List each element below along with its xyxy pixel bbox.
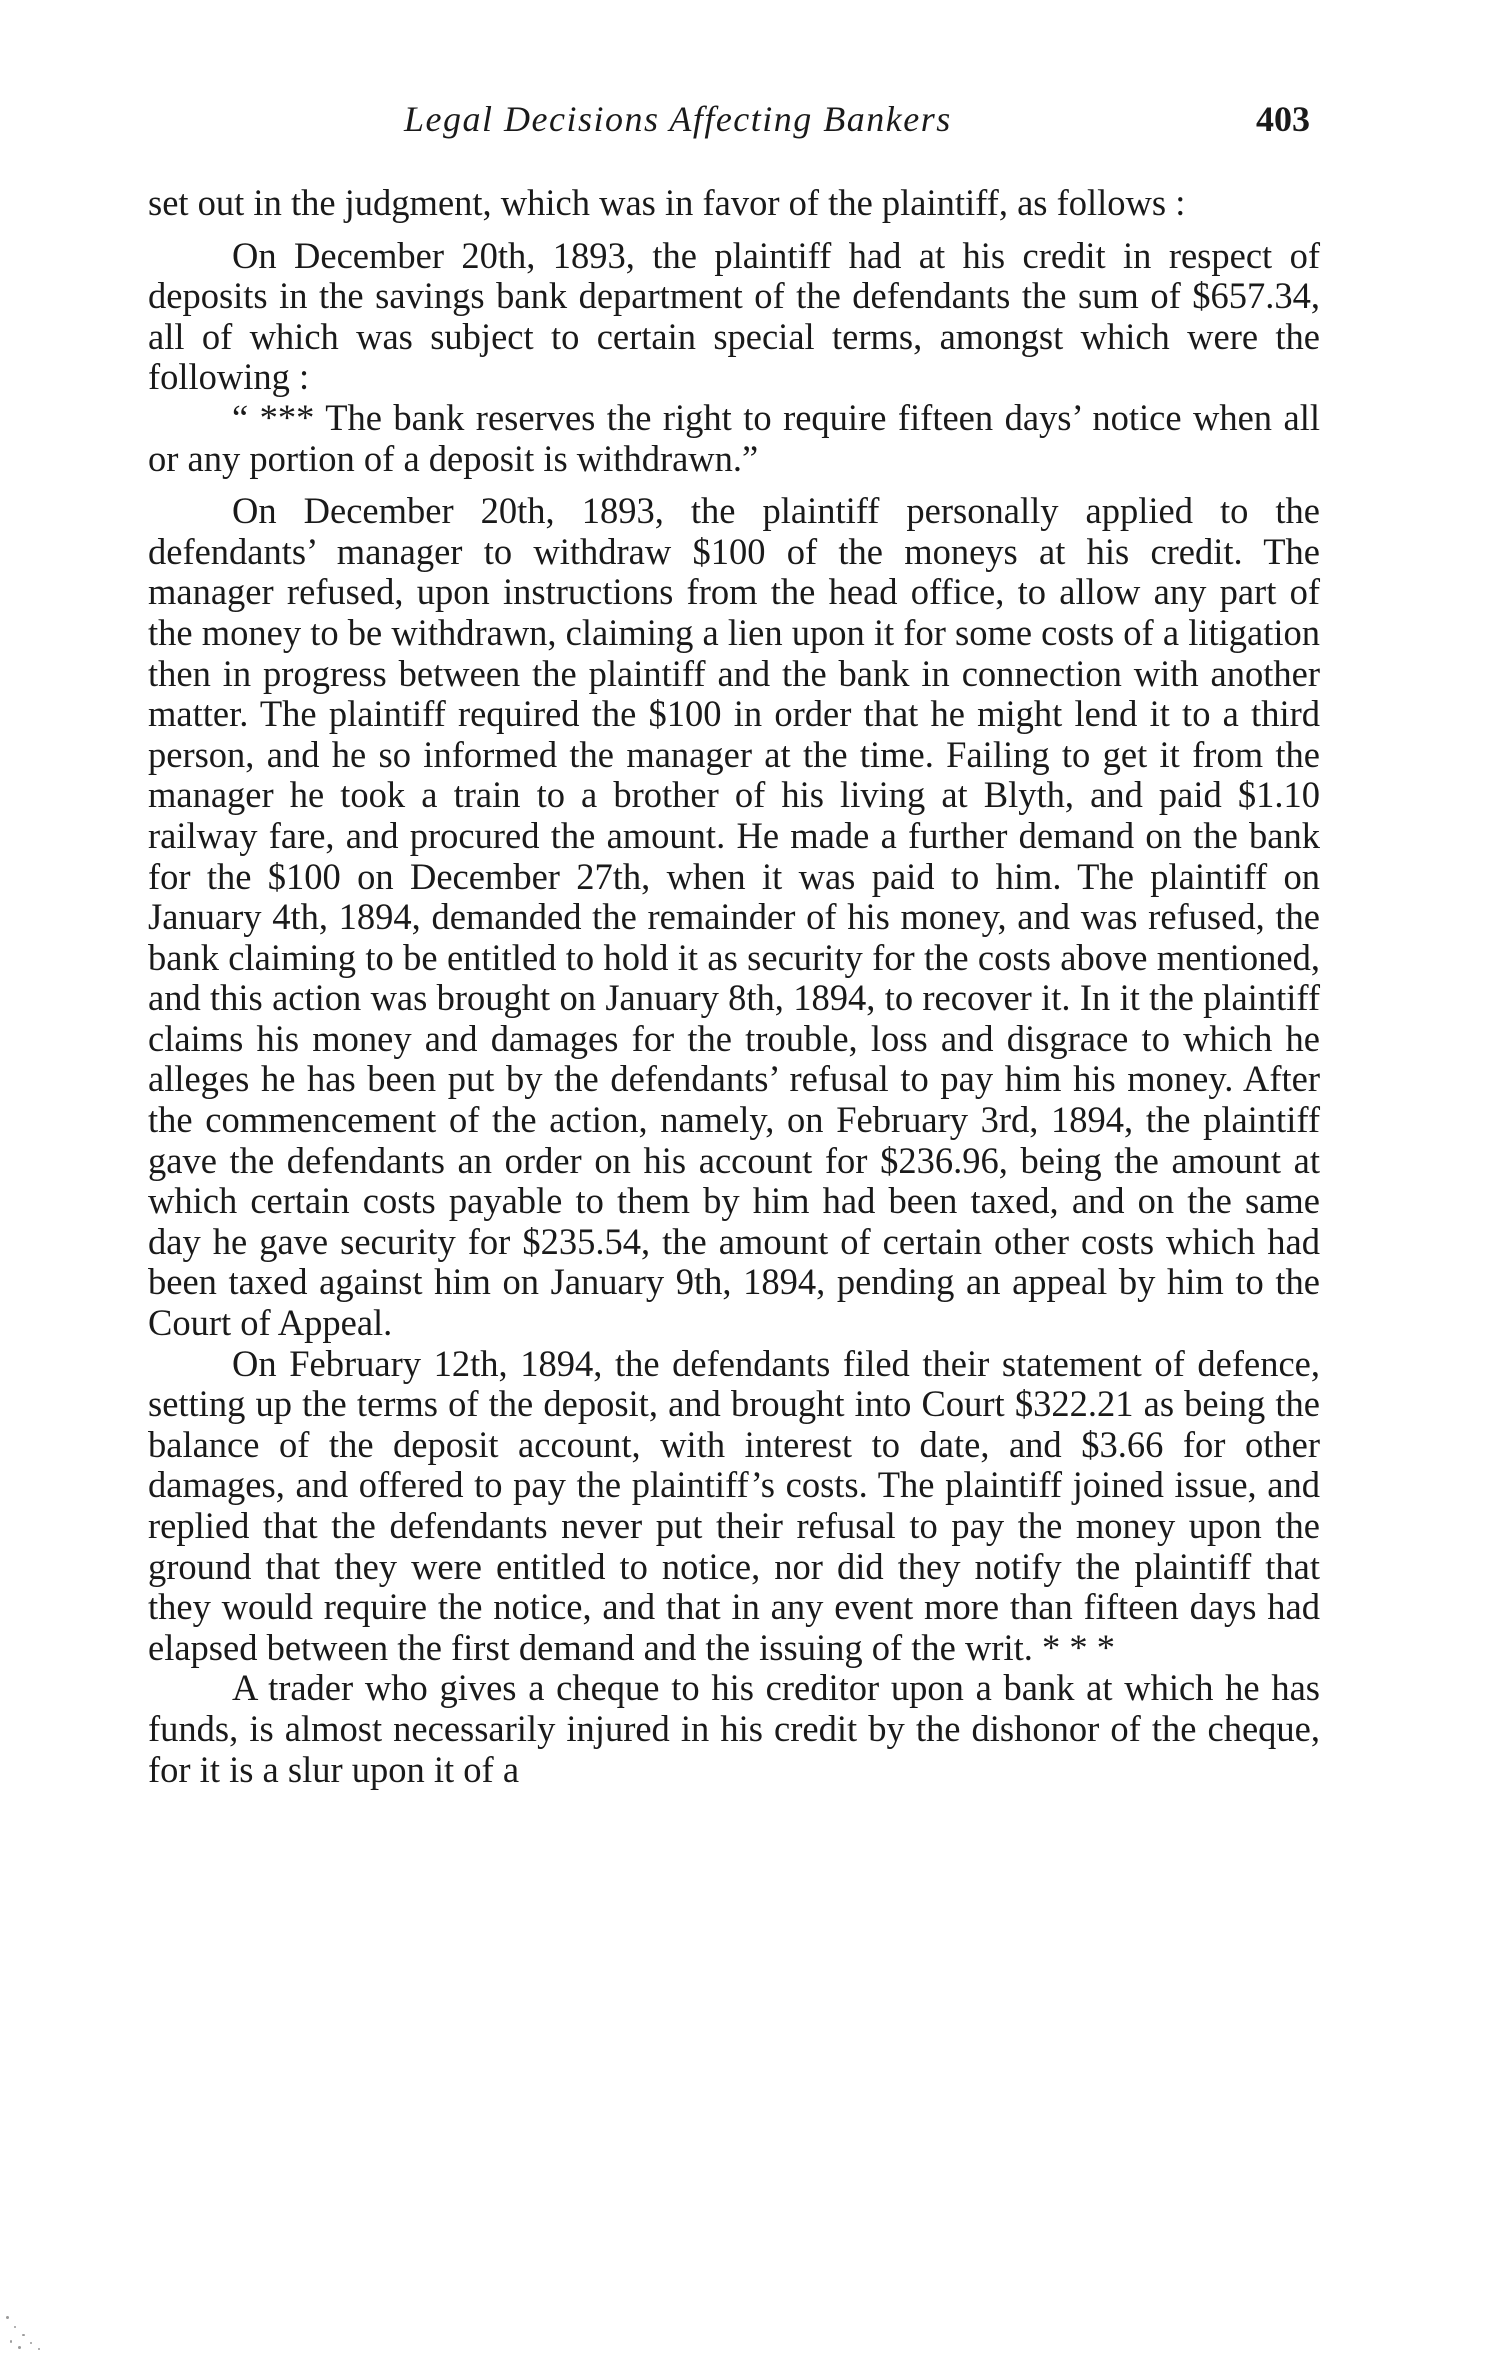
scan-specks: [0, 2296, 60, 2356]
paragraph-withdrawal-events: On December 20th, 1893, the plaintiff personally applied to the defendants’ manager to withdraw $100 of the moneys at his credit. The manager refused, upon instructions from the head office, to allow any part of the money to be withdrawn, claiming a lien upon it for some costs of a litigation then in progress between the plaintiff and the bank in connection with another matter. The plaintiff required the $100 in order that he might lend it to a third person, and he so informed the manager at the time. Failing to get it from the manager he took a train to a brother of his living at Blyth, and paid $1.10 railway fare, and procured the amount. He made a further demand on the bank for the $100 on December 27th, when it was paid to him. The plaintiff on January 4th, 1894, demanded the remainder of his money, and was refused, the bank claiming to be entitled to hold it as security for the costs above mentioned, and this action was brought on January 8th, 1894, to recover it. In it the plaintiff claims his money and damages for the trouble, loss and disgrace to which he alleges he has been put by the defendants’ refusal to pay him his money. After the commencement of the action, namely, on February 3rd, 1894, the plaintiff gave the defendants an order on his account for $236.96, being the amount at which certain costs payable to them by him had been taxed, and on the same day he gave security for $235.54, the amount of certain other costs which had been taxed against him on January 9th, 1894, pending an appeal by him to the Court of Appeal.: [148, 490, 1320, 1344]
running-title: Legal Decisions Affecting Bankers: [404, 99, 952, 139]
paragraph-trader-cheque: A trader who gives a cheque to his creditor upon a bank at which he has funds, is almost necessarily injured in his credit by the dishonor of the cheque, for it is a slur upon it of a: [148, 1667, 1320, 1790]
paragraph-statement-of-defence: On February 12th, 1894, the defendants filed their statement of defence, setting up the terms of the deposit, and brought into Court $322.21 as being the balance of the deposit account, with interest to date, and $3.66 for other damages, and offered to pay the plaintiff’s costs. The plaintiff joined issue, and replied that the defendants never put their refusal to pay the money upon the ground that they were entitled to notice, nor did they notify the plaintiff that they would require the notice, and that in any event more than fifteen days had elapsed between the first demand and the issuing of the writ. * * *: [148, 1342, 1320, 1668]
body-text: [148, 183, 1320, 1790]
paragraph-deposit-facts: On December 20th, 1893, the plaintiff had at his credit in respect of deposits in the savings bank department of the defendants the sum of $657.34, all of which was subject to certain special terms, amongst which were the following :: [148, 234, 1320, 398]
paragraph-quoted-terms: “ *** The bank reserves the right to require fifteen days’ notice when all or any portion of a deposit is withdrawn.”: [148, 396, 1320, 479]
running-head: [150, 98, 1310, 148]
paragraph-continuation: set out in the judgment, which was in favor of the plaintiff, as follows :: [148, 182, 1186, 223]
page-number: 403: [1256, 99, 1310, 139]
